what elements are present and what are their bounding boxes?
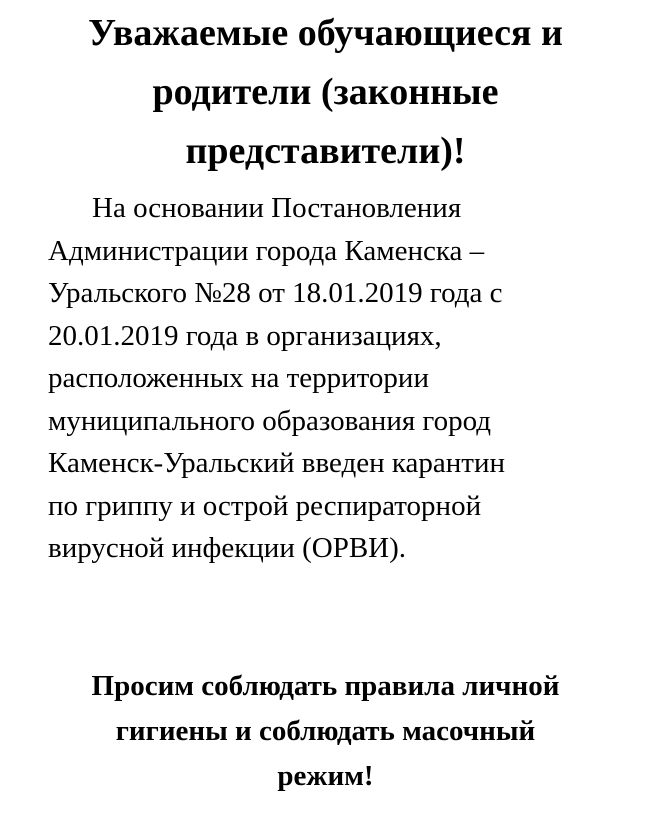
title-line: родители (законные <box>152 71 499 113</box>
notice-body <box>48 187 638 570</box>
body-line: муниципального образования город <box>48 404 492 437</box>
body-line: вирусной инфекции (ОРВИ). <box>48 532 407 564</box>
appeal-line: гигиены и соблюдать масочный <box>115 715 536 747</box>
title-line: представители)! <box>185 130 466 172</box>
appeal-line: Просим соблюдать правила личной <box>91 670 560 702</box>
hygiene-appeal <box>20 664 631 799</box>
appeal-line: режим! <box>277 760 374 792</box>
title-line: Уважаемые обучающиеся и <box>88 12 563 54</box>
body-line: по гриппу и острой респираторной <box>48 489 482 522</box>
body-line: Каменск-Уральский введен карантин <box>48 447 505 479</box>
body-line: Администрации города Каменска – <box>48 234 485 267</box>
body-line: Уральского №28 от 18.01.2019 года с <box>48 277 503 309</box>
body-line: 20.01.2019 года в организациях, <box>48 319 442 352</box>
body-line: расположенных на территории <box>48 362 429 394</box>
notice-title <box>30 4 621 181</box>
body-line: На основании Постановления <box>92 192 462 224</box>
